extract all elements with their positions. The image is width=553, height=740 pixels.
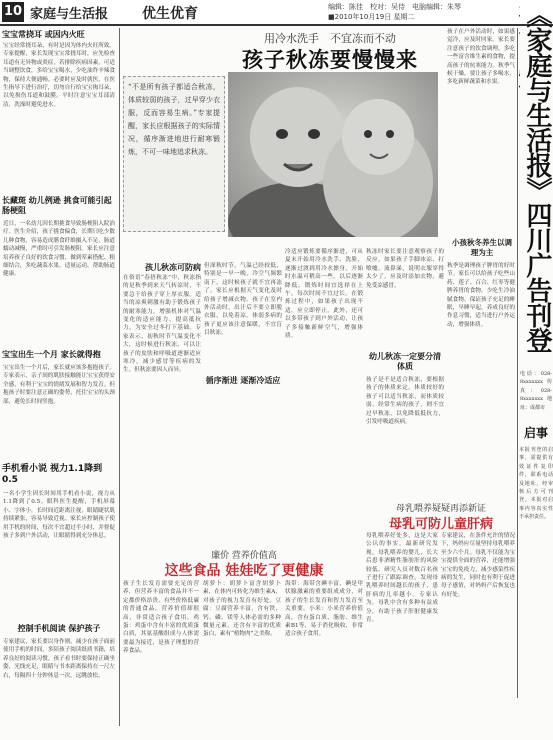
milk-body-2: 专家建议，在条件允许的情况下，妈妈应尽量坚持母乳喂养至少六个月。母乳不仅能为宝宝提供全面的营养，还能增强宝宝的免疫力，减少感染性疾病的发生，同时也有利于促进母子感情，对妈妈产后恢复也有好处。: [441, 533, 515, 598]
food-kicker: 廉价 营养价值高: [211, 551, 277, 561]
page-header: [0, 0, 553, 26]
milk-body-1: 母乳喂养好处多，这是大家公认的事实。最新研究发现，母乳喂养的婴儿，长大后患非酒精性脂肪肝的风险较低。研究人员对数百名孩子进行了跟踪调查，发现母乳喂养时间越长的孩子，患肝病的几率越小。专家认为，母乳中含有多种有益成分，有助于孩子肝脏健康发育。: [366, 533, 438, 624]
main-body-col2: 但深秋时节，气温已经较低，特别是一早一晚，冷空气频繁南下，这时候孩子就不宜再冻了。家长应根据天气变化及时给孩子增减衣物。孩子在室内外活动时，出汗后不要立即脱衣服，以免着凉。体弱多病的孩子更应该注意保暖，不宜盲目秋冻。: [204, 263, 282, 337]
left-body-5: 专家建议，家长要以身作则，减少在孩子面前使用手机的时间，多陪孩子阅读纸质书籍，培养良好的阅读习惯。孩子看书时要保持正确坐姿，光线充足，眼睛与书本距离保持在一尺左右，每隔四十分钟休息一次，远眺放松。: [3, 639, 115, 679]
right-body-2: 秋季是调理孩子脾胃的好时节。家长可以给孩子吃些山药、莲子、百合、红枣等健脾养胃的食物，少吃生冷油腻食物。保证孩子充足的睡眠，早睡早起，养成良好的作息习惯，适当进行户外运动，增强体质。: [447, 263, 515, 328]
kid-portrait-photo: [126, 502, 236, 546]
edition-meta: [328, 2, 478, 22]
main-headline: 孩子秋冻要慢慢来: [242, 48, 418, 72]
left-body-1: 宝宝经常挠耳朵，有时是因为体内火旺所致。专家提醒，家长发现宝宝常挠耳时，应先检查耳道有无异物或炎症，若排除疾病因素，可适当调整饮食，多给宝宝喝水，少吃油炸辛辣食物，保持大便通畅。必要时应及时就医，在医生指导下进行治疗，切勿自行给宝宝掏耳朵，以免损伤耳道和鼓膜。平时注意宝宝耳部清洁，洗澡时避免进水。: [3, 43, 115, 108]
left-body-4: 一名小学生因长时间用手机看小说，视力从1.1降到了0.5。眼科医生提醒，手机屏幕小、字体小，长时间近距离注视，眼睛睫状肌持续紧张，容易导致近视。家长应控制孩子使用手机的时间，每次不宜超过半小时，并督促孩子多到户外活动，让眼睛得到充分休息。: [3, 491, 115, 540]
pull-quote: “不是所有孩子都适合秋冻，体质较弱的孩子，过早穿少衣服，反而容易生病。”专家提醒，家长应根据孩子的实际情况，循序渐进地进行耐寒锻炼，不可一味地追求秋冻。: [123, 76, 225, 232]
left-headline-2: 长藏斑 幼儿例逊 挑食可能引起肠梗阻: [2, 196, 112, 215]
main-body-col1: 在俗语“春捂秋冻”中，秋冻指的是秋季到来天气转凉时，不要急于给孩子穿上厚衣服。适当的凉爽刺激有助于锻炼孩子的耐寒能力，增强机体对气温变化的适应能力，提高抵抗力，为安全过冬打下基础。专家表示，初秋时节气温变化不大，这时候进行秋冻，可以让孩子的皮肤和呼吸道逐渐适应寒冷，减少感冒等疾病的发生。但秋冻要因人而异。: [123, 275, 201, 374]
left-column: [0, 28, 118, 726]
food-body-1: 孩子生长发育需要充足的营养，但营养丰富的食品并不一定都价格昂贵。有些价格低廉的普通食品，营养价值却很高，非常适合孩子食用。鸡蛋：鸡蛋中含有丰富的优质蛋白质，其氨基酸组成与人体需要最为接近，是孩子理想的营养食品。: [123, 581, 199, 655]
main-body-col5: 孩子是不是适合秋冻，要根据孩子的体质来定。体质较好的孩子可以适当秋冻，而体质较弱、经常生病的孩子，则不宜过早秋冻，以免降低抵抗力，引发呼吸道疾病。: [366, 377, 444, 426]
left-headline-1: 宝宝常挠耳 或因内火旺: [2, 30, 85, 39]
notice-title: 启事: [523, 426, 548, 440]
milk-kicker: 母乳喂养疑疑再添新证: [395, 504, 486, 514]
left-body-3: 宝宝出生一个月后，家长就应该多抱抱孩子。专家表示，亲子间的肌肤接触能让宝宝获得安全感，有利于宝宝的情绪发展和智力发育。但抱孩子时要注意正确的姿势，托住宝宝的头颈部，避免长时间竖抱。: [3, 365, 115, 405]
column-divider: [119, 28, 120, 726]
food-headline: 这些食品 娃娃吃了更健康: [164, 563, 324, 579]
brand-vertical-title: 《家庭与生活报》四川广告刊登: [522, 2, 552, 352]
main-subhead-1: 孩儿秋冻可防病: [145, 263, 201, 272]
main-body-col3: 冷适应锻炼要循序渐进，可从夏末开始用冷水洗手、洗脸，逐渐过渡到用冷水擦身。开始时水温可稍高一些，以后逐渐降低。锻炼时间宜选择在上午，每次时间不宜过长。在锻炼过程中，如果孩子出现不适，应立即停止。此外，还可以多带孩子到户外活动，让孩子多接触新鲜空气，增强体质。: [285, 249, 363, 340]
left-headline-3: 宝宝出生一个月 家长就得抱: [2, 350, 101, 359]
right-body-1: 孩子在户外活动时，如果感觉冷，应及时回家。家长要注意孩子的饮食调理，多吃一些富含维生素的食物，提高孩子的抗寒能力。秋季气候干燥，要让孩子多喝水，多吃新鲜蔬菜和水果。: [447, 29, 515, 86]
right-subhead-1: 小孩秋冬养生以调理为主: [452, 238, 512, 257]
milk-headline: 母乳可防儿童肝病: [388, 517, 493, 532]
date-line: ■2010年10月19日 星期二: [328, 13, 415, 21]
left-subhead: 控制手机阅读 保护孩子: [17, 624, 101, 633]
main-body-col4: 秋冻时家长要注意观察孩子的反应，如果孩子手脚冰凉、打喷嚏、流鼻涕，说明衣服穿得太少了，应及时添加衣物，避免受凉感冒。: [366, 249, 444, 289]
page-number: 10: [2, 2, 24, 22]
main-subhead-2: 循序渐进 逐渐冷适应: [205, 376, 281, 385]
right-subhead-2: 幼儿秋冻一定要分清体质: [369, 352, 441, 371]
notice-body: 本报刊登的启事，需提供有效证件复印件，联系电话及地址，经审核后方可刊登。本报对启事内容真实性不承担责任。: [519, 447, 553, 521]
food-body-3: 海带：海带含碘丰富，碘是甲状腺激素的重要组成成分，对孩子的生长发育和智力发育至关重要。小米：小米营养价值高，含有蛋白质、脂肪、维生素B1等，易于消化吸收，非常适合孩子食用。: [285, 581, 363, 638]
baby-illustration: [228, 72, 438, 237]
editor-line: 编辑：陈佳 校对：吴侍 电脑编辑：朱琴: [328, 3, 461, 11]
food-body-2: 胡萝卜：胡萝卜富含胡萝卜素，在体内可转化为维生素A，对孩子的视力发育有好处。豆腐：豆腐营养丰富，含有铁、钙、磷、镁等人体必需的多种微量元素，还含有丰富的优质蛋白，素有“植物肉”之美称。: [203, 581, 281, 638]
right-divider: [517, 28, 518, 698]
baby-photo: [228, 72, 438, 237]
left-body-2: 近日，一名幼儿因长期挑食导致肠梗阻入院治疗。医生介绍，孩子挑食偏食，长期只吃少数几种食物，容易造成膳食纤维摄入不足，肠道蠕动减慢，严重时可引发肠梗阻。家长应注意培养孩子良好的饮食习惯，做到荤素搭配、粗细结合，多吃蔬菜水果，适量运动，帮助肠道健康。: [3, 221, 115, 278]
ad-contact-block: 电话：028-8xxxxxxx 传真：028-8xxxxxxx 地址：成都市: [520, 371, 552, 411]
main-kicker: 用冷水洗手 不宜冻而不动: [264, 32, 396, 45]
section-title: 优生优育: [142, 6, 198, 22]
left-headline-4: 手机看小说 视力1.1降到0.5: [2, 464, 103, 485]
masthead-tag: 家庭与生活报: [30, 7, 109, 22]
